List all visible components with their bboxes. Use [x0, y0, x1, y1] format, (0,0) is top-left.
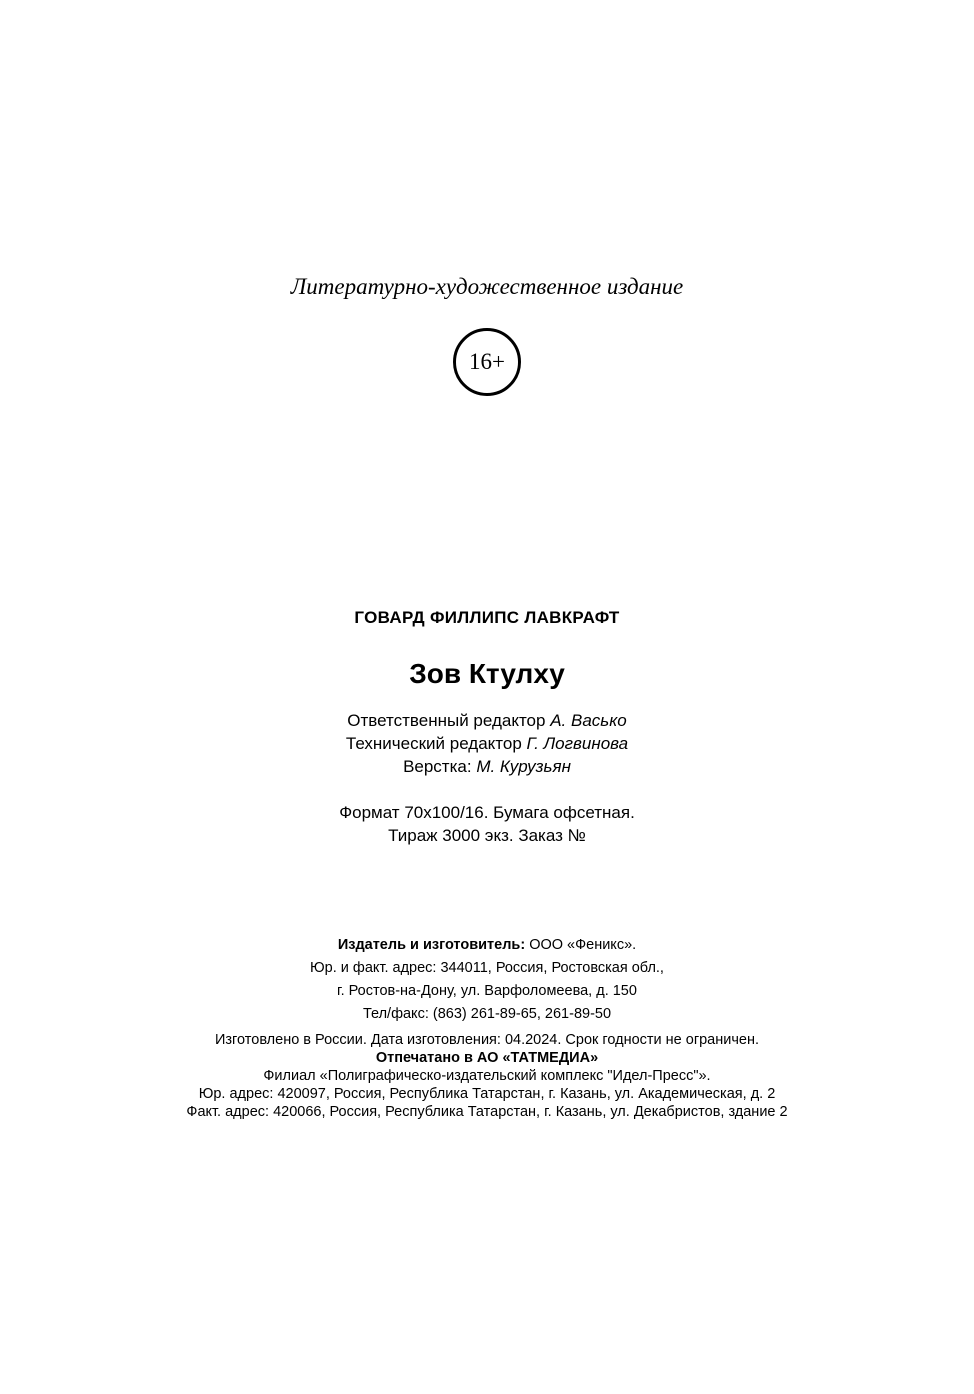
credits-block — [0, 709, 974, 778]
publisher-address-2: г. Ростов-на-Дону, ул. Варфоломеева, д. 150 — [337, 983, 637, 999]
printer-branch-line: Филиал «Полиграфическо-издательский комплекс "Идел-Пресс"». — [263, 1068, 711, 1084]
credit-role: Ответственный редактор — [347, 711, 546, 730]
printer-actual-address: Факт. адрес: 420066, Россия, Республика Татарстан, г. Казань, ул. Декабристов, здание 2 — [186, 1104, 788, 1120]
credit-line-tech-editor — [0, 732, 974, 755]
publisher-block — [0, 934, 974, 1026]
credit-name: Г. Логвинова — [526, 734, 629, 753]
credit-line-layout — [0, 755, 974, 778]
author-name: ГОВАРД ФИЛЛИПС ЛАВКРАФТ — [354, 608, 620, 627]
print-run-line: Тираж 3000 экз. Заказ № — [388, 826, 586, 845]
credit-role: Верстка: — [403, 757, 472, 776]
publisher-address-1: Юр. и факт. адрес: 344011, Россия, Ростовская обл., — [310, 960, 664, 976]
made-in-line: Изготовлено в России. Дата изготовления: 04.2024. Срок годности не ограничен. — [214, 1032, 760, 1048]
printed-at-line: Отпечатано в АО «ТАТМЕДИА» — [375, 1050, 599, 1066]
book-title: Зов Ктулху — [409, 658, 565, 689]
credit-name: М. Курузьян — [476, 757, 571, 776]
format-block — [0, 801, 974, 847]
genre-label: Литературно-художественное издание — [290, 274, 684, 299]
age-rating-badge — [453, 328, 521, 396]
format-line: Формат 70x100/16. Бумага офсетная. — [339, 803, 635, 822]
credit-name: А. Васько — [550, 711, 627, 730]
publisher-name: ООО «Феникс». — [529, 937, 637, 953]
publisher-phone: Тел/факс: (863) 261-89-65, 261-89-50 — [362, 1006, 612, 1022]
printer-legal-address: Юр. адрес: 420097, Россия, Республика Татарстан, г. Казань, ул. Академическая, д. 2 — [198, 1086, 776, 1102]
credit-line-editor — [0, 709, 974, 732]
age-rating-text: 16+ — [469, 349, 505, 374]
publisher-label: Издатель и изготовитель: — [337, 937, 526, 953]
publisher-line — [0, 934, 974, 957]
printer-block — [0, 1031, 974, 1121]
credit-role: Технический редактор — [345, 734, 522, 753]
